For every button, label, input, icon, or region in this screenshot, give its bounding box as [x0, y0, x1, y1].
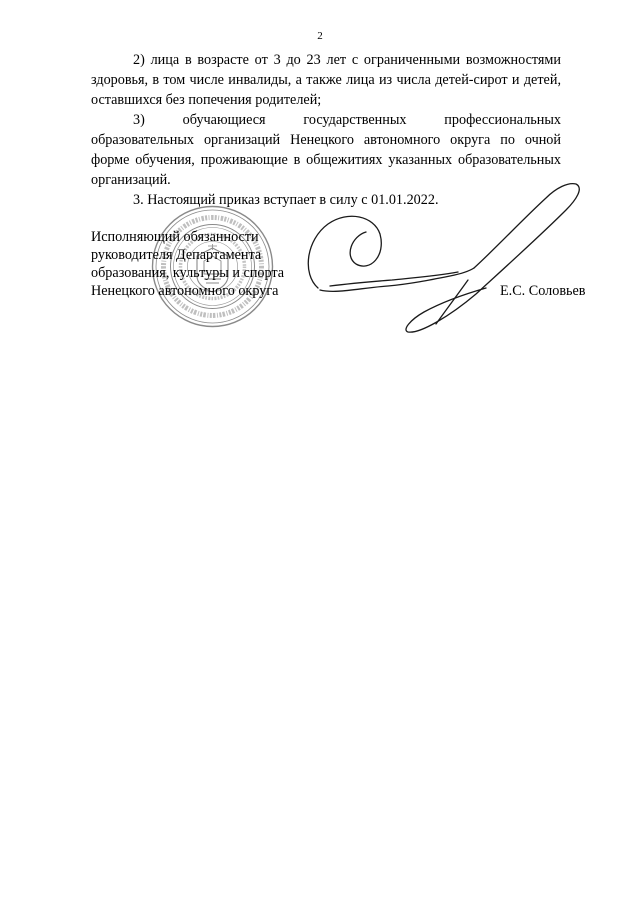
- position-line: образования, культуры и спорта: [91, 265, 285, 281]
- page-number: 2: [317, 30, 323, 42]
- position-line: руководителя Департамента: [91, 247, 262, 263]
- signatory-position: [91, 228, 321, 300]
- handwritten-signature: [300, 176, 590, 338]
- paragraph-effective-date: 3. Настоящий приказ вступает в силу с 01.01.2022.: [133, 192, 439, 208]
- paragraph-item-3: 3) обучающиеся государственных профессиональных образовательных организаций Ненецкого автономного округа по очной форме обучения, проживающие в общежитиях указанных образовательных организаций.: [91, 112, 561, 188]
- position-line: Ненецкого автономного округа: [91, 283, 279, 299]
- paragraph-item-2: 2) лица в возрасте от 3 до 23 лет с ограниченными возможностями здоровья, в том числе инвалиды, а также лица из числа детей-сирот и детей, оставшихся без попечения родителей;: [91, 52, 561, 108]
- signer-name: Е.С. Соловьев: [500, 283, 586, 299]
- position-line: Исполняющий обязанности: [91, 229, 259, 245]
